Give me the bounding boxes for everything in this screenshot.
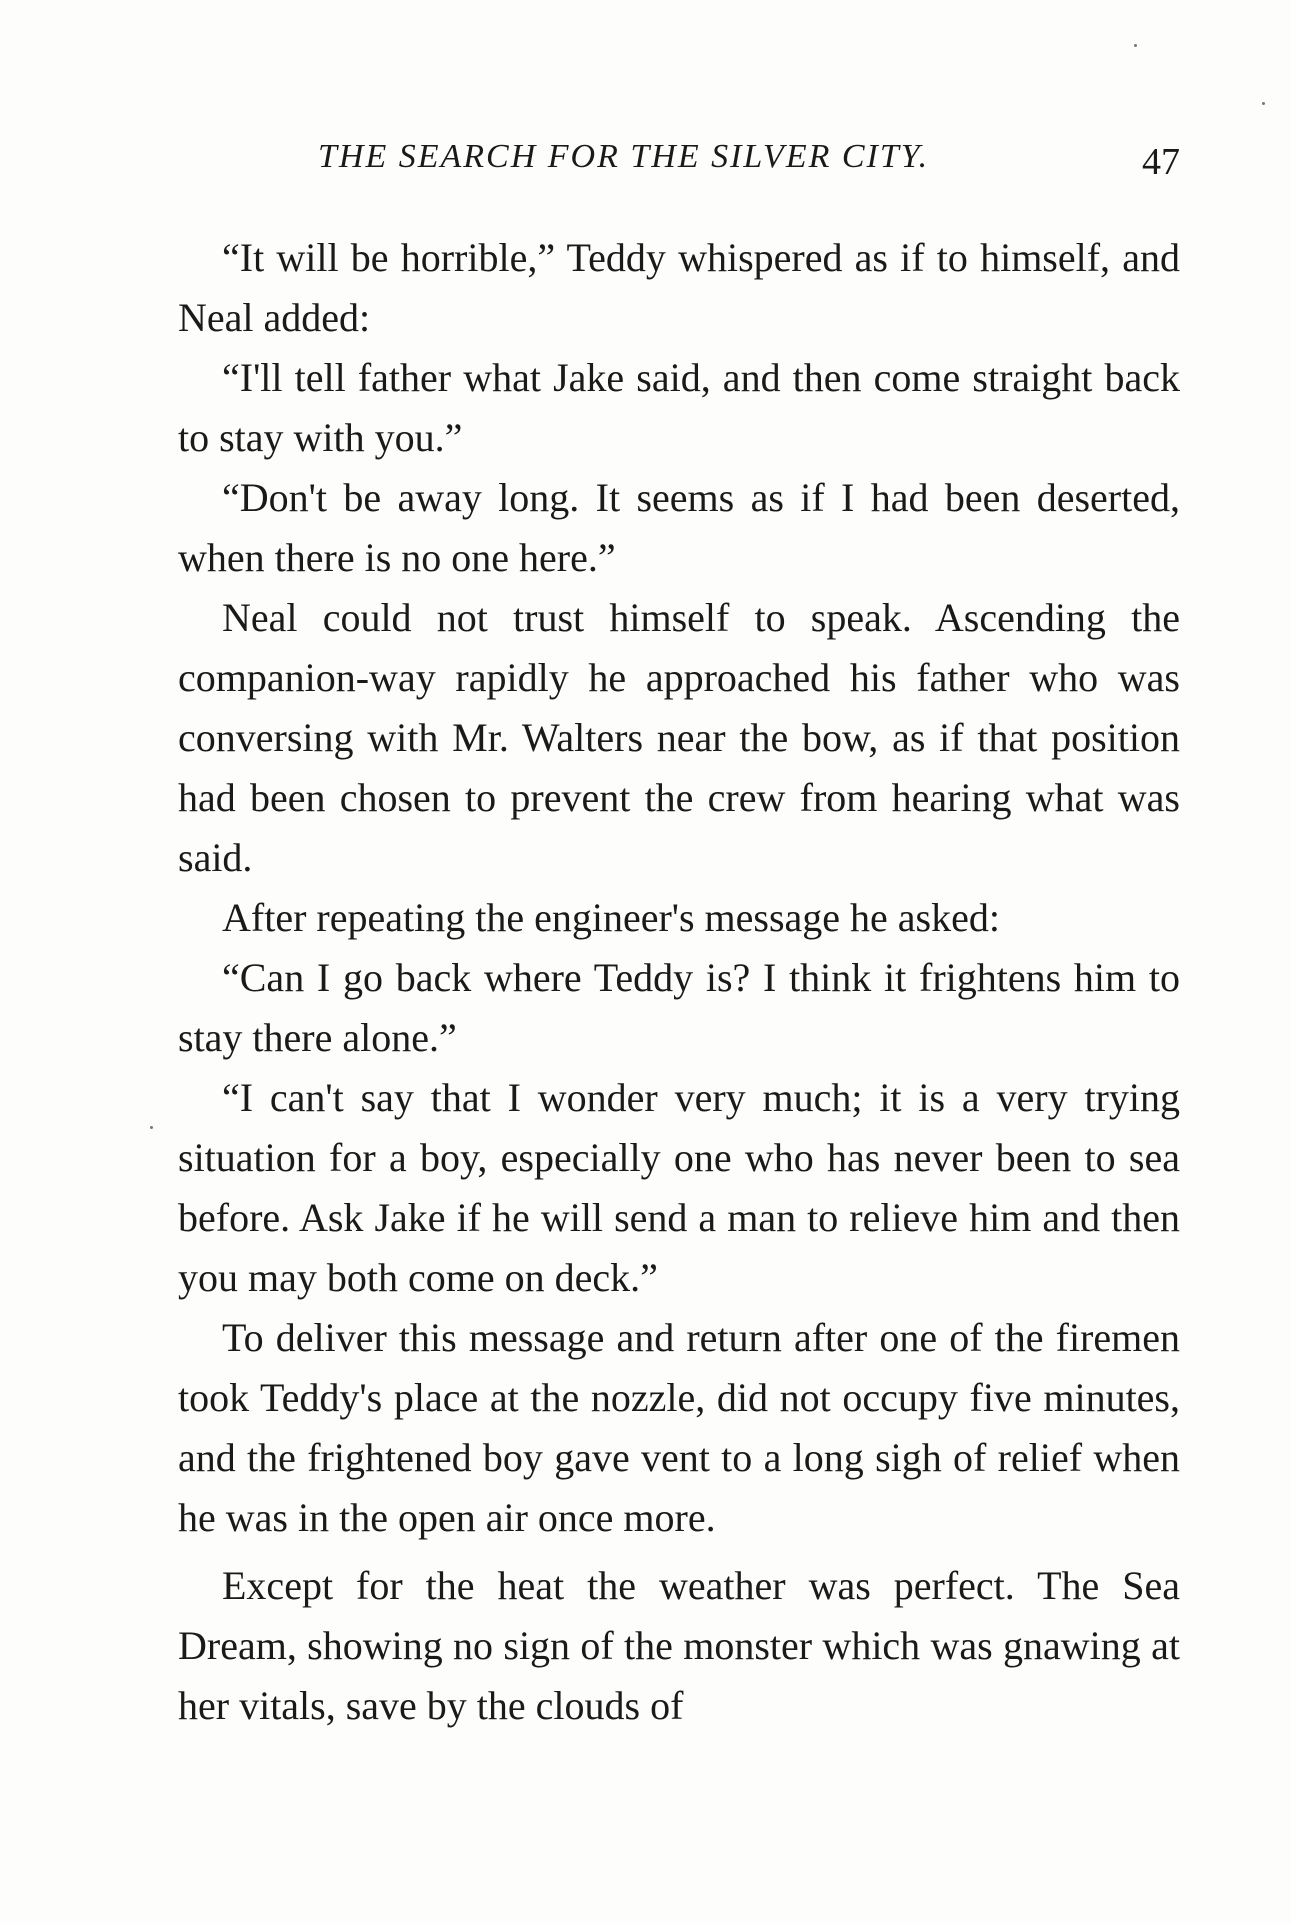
paragraph: “Don't be away long. It seems as if I had been deserted, when there is no one here.”	[178, 475, 1180, 580]
paper-speck	[150, 1126, 153, 1129]
paragraph: Except for the heat the weather was perfect. The Sea Dream, showing no sign of the monster which was gnawing at her vitals, save by the clouds of	[178, 1563, 1180, 1728]
paragraph: To deliver this message and return after one of the firemen took Teddy's place at the nozzle, did not occupy five minutes, and the frightened boy gave vent to a long sigh of relief when he was in the open air once more.	[178, 1315, 1180, 1540]
body-text	[178, 228, 1180, 1736]
page-header	[318, 138, 1180, 188]
paper-speck	[1262, 102, 1265, 105]
paragraph: “I'll tell father what Jake said, and then come straight back to stay with you.”	[178, 355, 1180, 460]
paper-speck	[1134, 44, 1137, 47]
paragraph: “Can I go back where Teddy is? I think it frightens him to stay there alone.”	[178, 955, 1180, 1060]
paragraph: “I can't say that I wonder very much; it is a very trying situation for a boy, especially one who has never been to sea before. Ask Jake if he will send a man to relieve him and then you may both come on deck.”	[178, 1075, 1180, 1300]
running-head: THE SEARCH FOR THE SILVER CITY.	[318, 138, 930, 175]
paragraph: Neal could not trust himself to speak. Ascending the companion-way rapidly he approached his father who was conversing with Mr. Walters near the bow, as if that position had been chosen to prevent the crew from hearing what was said.	[178, 595, 1180, 880]
page-number: 47	[1142, 141, 1180, 183]
paragraph: After repeating the engineer's message he asked:	[222, 895, 1000, 940]
paragraph: “It will be horrible,” Teddy whispered as if to himself, and Neal added:	[178, 235, 1180, 340]
